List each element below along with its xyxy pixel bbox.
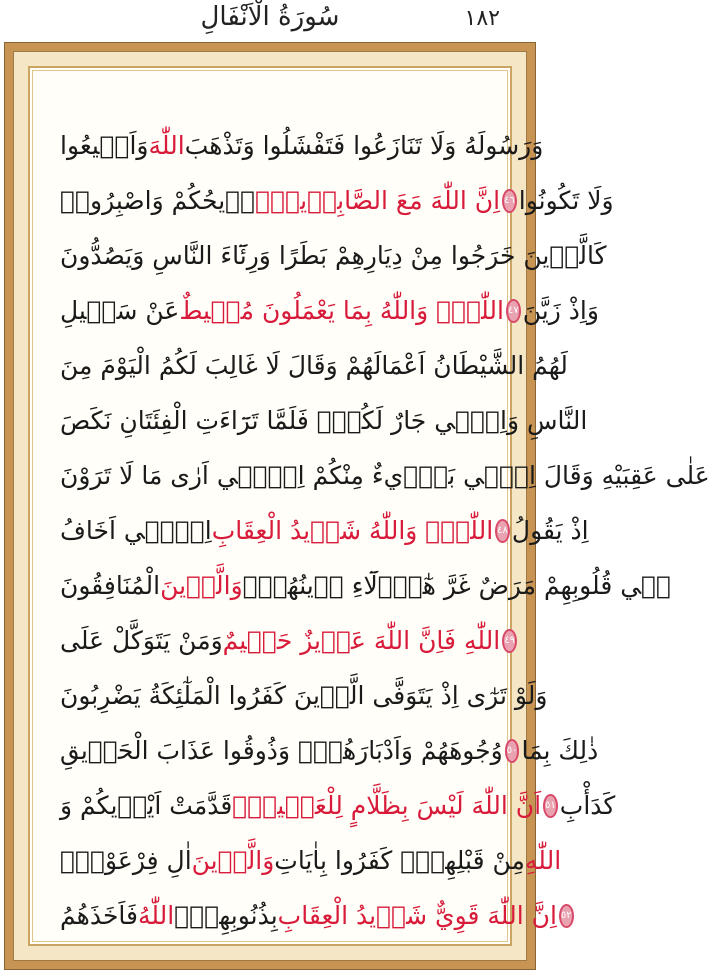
verse-text: ذٰلِكَ بِمَا	[521, 736, 599, 765]
highlighted-text: اللّٰهَ	[148, 131, 185, 160]
verse-text: وَلَا تَكُونُوا	[518, 186, 614, 215]
verse-text: كَدَأْبِ	[559, 791, 616, 820]
highlighted-text: اَنَّ اللّٰهَ لَيْسَ بِظَلَّامٍ لِلْعَب۪يدِۙ	[232, 791, 542, 820]
ayah-number-marker: ٤٨	[495, 519, 510, 543]
surah-title: سُورَةُ الْاَنْفَالِ	[200, 2, 340, 32]
text-line	[60, 613, 515, 668]
verse-text: وَلَوْ تَرٰٓى اِذْ يَتَوَفَّى الَّذ۪ينَ كَفَرُوا الْمَلٰٓئِكَةُ يَضْرِبُونَ	[60, 681, 548, 710]
verse-text: اِنّ۪ٓي اَخَافُ	[60, 516, 212, 545]
ayah-number-marker: ٥٠	[505, 739, 520, 763]
verse-text: اٰلِ فِرْعَوْنَۙ	[60, 846, 192, 875]
highlighted-text: اِنَّ اللّٰهَ قَوِيٌّ شَد۪يدُ الْعِقَابِ	[277, 901, 557, 930]
page-number: ١٨٢	[464, 6, 500, 31]
text-panel	[28, 66, 710, 946]
ayah-number-marker: ٥٢	[559, 904, 574, 928]
text-line	[60, 283, 599, 338]
text-line	[60, 778, 616, 833]
verse-text: لَهُمُ الشَّيْطَانُ اَعْمَالَهُمْ وَقَالَ لَا غَالِبَ لَكُمُ الْيَوْمَ مِنَ	[60, 351, 568, 380]
verse-text: وُجُوهَهُمْ وَاَدْبَارَهُمْۚ وَذُوقُوا عَذَابَ الْحَر۪يقِ	[60, 736, 503, 765]
text-line	[60, 118, 544, 173]
verse-text: ف۪ي قُلُوبِهِمْ مَرَضٌ غَرَّ هٰٓؤُ۬لَٓاءِ د۪ينُهُمْۜ	[242, 571, 672, 600]
verse-text: كَالَّذ۪ينَ خَرَجُوا مِنْ دِيَارِهِمْ بَطَرًا وَرِئَٓاءَ النَّاسِ وَيَصُدُّونَ	[60, 241, 607, 270]
highlighted-text: وَالَّذ۪ينَ	[160, 571, 243, 600]
frame-border	[13, 51, 710, 961]
highlighted-text: اللّٰهِۜ وَاللّٰهُ بِمَا يَعْمَلُونَ مُح۪يطٌ	[179, 296, 504, 325]
verse-text: وَاَط۪يعُوا	[60, 131, 149, 160]
ayah-number-marker: ٤٦	[502, 189, 517, 213]
text-line	[60, 668, 548, 723]
text-line	[60, 833, 562, 888]
text-line	[60, 723, 599, 778]
verse-text: عَنْ سَب۪يلِ	[60, 296, 180, 325]
ayah-number-marker: ٤٩	[502, 629, 517, 653]
highlighted-text: اللّٰهِ فَاِنَّ اللّٰهَ عَز۪يزٌ حَك۪يمٌ	[222, 626, 501, 655]
verse-text: قَدَّمَتْ اَيْد۪يكُمْ وَ	[60, 791, 233, 820]
text-line	[60, 228, 607, 283]
highlighted-text: اِنَّ اللّٰهَ مَعَ الصَّابِر۪ينَۚ	[255, 186, 501, 215]
verse-text: مِنْ قَبْلِهِمْۜ كَفَرُوا بِاٰيَاتِ	[274, 846, 525, 875]
verse-text: وَمَنْ يَتَوَكَّلْ عَلَى	[60, 626, 223, 655]
text-line	[60, 558, 672, 613]
verse-text: فَاَخَذَهُمُ	[60, 901, 138, 930]
verse-text: ر۪يحُكُمْ وَاصْبِرُواۜ	[60, 186, 256, 215]
text-line	[60, 448, 710, 503]
verse-text: وَاِذْ زَيَّنَ	[522, 296, 599, 325]
verse-text: وَرَسُولَهُ وَلَا تَنَازَعُوا فَتَفْشَلُوا وَتَذْهَبَ	[184, 131, 544, 160]
text-line	[60, 888, 572, 943]
text-line	[60, 173, 614, 228]
ayah-number-marker: ٥١	[543, 794, 558, 818]
page-header	[0, 0, 540, 40]
verse-text: النَّاسِ وَاِنّ۪ي جَارٌ لَكُمْۚ فَلَمَّا تَرَٓاءَتِ الْفِئَتَانِ نَكَصَ	[60, 406, 588, 435]
verse-text: عَلٰى عَقِبَيْهِ وَقَالَ اِنّ۪ي بَر۪ٓيءٌ مِنْكُمْ اِنّ۪ٓي اَرٰى مَا لَا تَرَوْنَ	[60, 461, 710, 490]
verse-text: بِذُنُوبِهِمْۜ	[174, 901, 278, 930]
text-line	[60, 338, 568, 393]
highlighted-text: اللّٰهُ	[137, 901, 175, 930]
verse-text: الْمُنَافِقُونَ	[60, 571, 161, 600]
verse-text: اِذْ يَقُولُ	[511, 516, 589, 545]
ornamental-frame	[4, 42, 710, 970]
highlighted-text: اللّٰهَۜ وَاللّٰهُ شَد۪يدُ الْعِقَابِ	[211, 516, 494, 545]
highlighted-text: وَالَّذ۪ينَ	[191, 846, 275, 875]
text-line	[60, 393, 588, 448]
highlighted-text: اللّٰهِ	[524, 846, 562, 875]
text-line	[60, 503, 589, 558]
ayah-number-marker: ٤٧	[506, 299, 521, 323]
verse-text-area	[60, 118, 710, 930]
